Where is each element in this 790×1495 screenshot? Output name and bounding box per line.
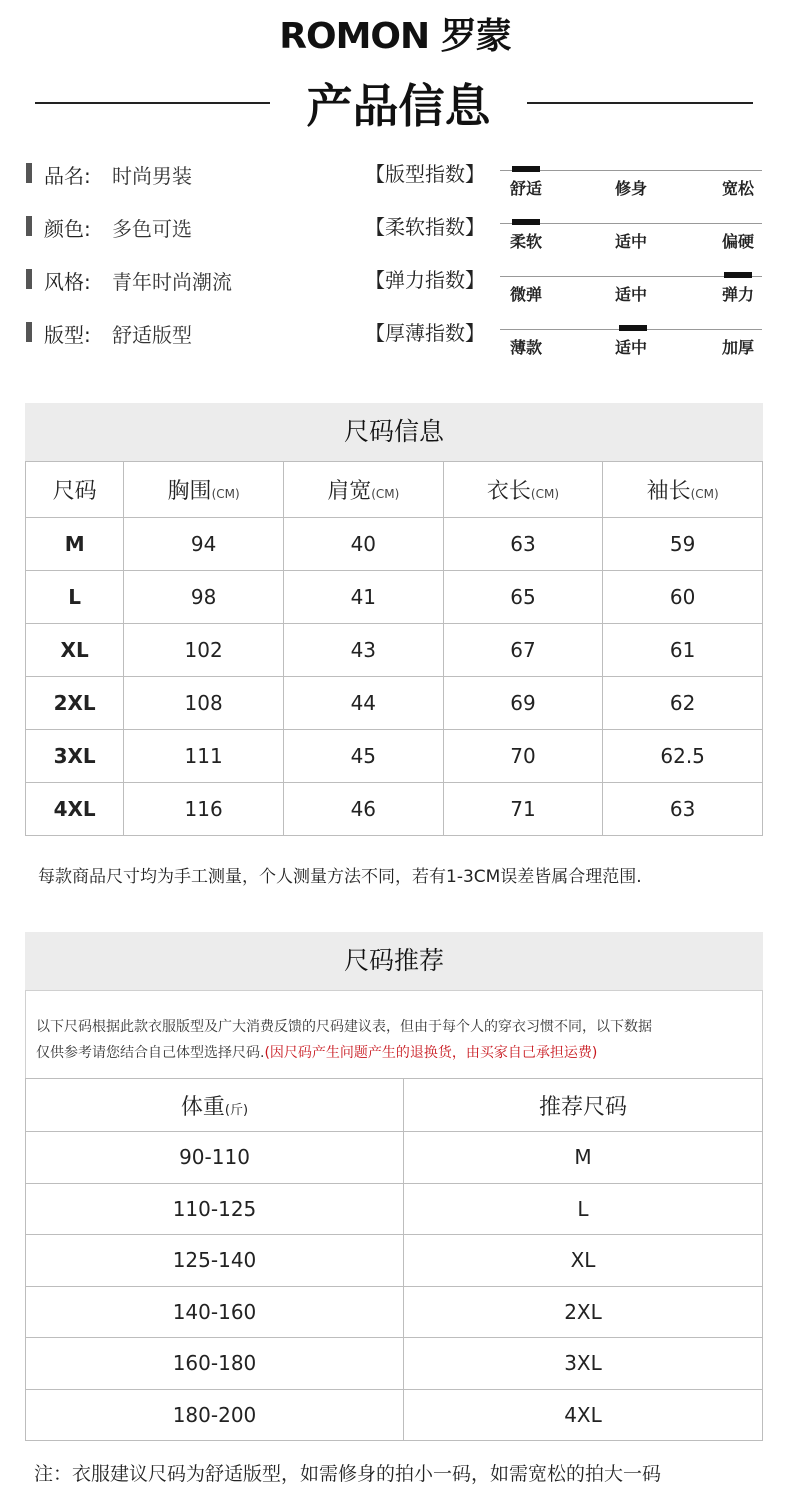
size-recommend-heading: 尺码推荐 — [25, 932, 763, 990]
table-cell: 62 — [603, 677, 763, 730]
info-key: 版型: — [44, 323, 91, 347]
table-cell: M — [26, 518, 124, 571]
scale-label: 修身 — [615, 179, 648, 198]
scale-marker — [512, 166, 540, 172]
table-cell: 116 — [124, 783, 284, 836]
info-key: 品名: — [44, 164, 91, 188]
bullet-bar — [26, 216, 32, 236]
table-cell: 71 — [443, 783, 603, 836]
info-value: 时尚男装 — [112, 164, 192, 188]
recommend-table — [25, 1078, 763, 1441]
index-label: 【厚薄指数】 — [365, 321, 485, 345]
scale-label: 适中 — [615, 232, 648, 251]
table-cell: 94 — [124, 518, 284, 571]
table-cell: 67 — [443, 624, 603, 677]
index-scale — [500, 170, 762, 200]
table-cell: 111 — [124, 730, 284, 783]
title-divider-left — [35, 102, 270, 104]
table-cell: 102 — [124, 624, 284, 677]
index-scale — [500, 276, 762, 306]
table-cell: 98 — [124, 571, 284, 624]
bullet-bar — [26, 269, 32, 289]
scale-marker — [619, 325, 647, 331]
recommend-description — [25, 990, 763, 1079]
table-cell: 41 — [283, 571, 443, 624]
table-cell: 4XL — [404, 1389, 763, 1441]
table-cell: L — [404, 1183, 763, 1235]
table-row — [26, 783, 763, 836]
scale-label: 适中 — [615, 338, 648, 357]
info-value: 舒适版型 — [112, 323, 192, 347]
table-cell: 2XL — [26, 677, 124, 730]
bullet-bar — [26, 163, 32, 183]
table-cell: 62.5 — [603, 730, 763, 783]
title-divider-right — [527, 102, 753, 104]
scale-label: 宽松 — [722, 179, 755, 198]
table-cell: 160-180 — [26, 1338, 404, 1390]
info-value: 多色可选 — [112, 217, 192, 241]
table-cell: 4XL — [26, 783, 124, 836]
table-cell: 43 — [283, 624, 443, 677]
index-label: 【版型指数】 — [365, 162, 485, 186]
table-cell: 59 — [603, 518, 763, 571]
page-title: 产品信息 — [306, 79, 491, 133]
scale-label: 舒适 — [510, 179, 543, 198]
scale-label: 柔软 — [510, 232, 543, 251]
info-key: 颜色: — [44, 217, 91, 241]
table-cell: 40 — [283, 518, 443, 571]
table-row — [26, 1132, 763, 1184]
table-row — [26, 1338, 763, 1390]
column-header: 尺码 — [26, 462, 124, 518]
table-row — [26, 571, 763, 624]
table-cell: XL — [404, 1235, 763, 1287]
index-label: 【柔软指数】 — [365, 215, 485, 239]
table-cell: XL — [26, 624, 124, 677]
scale-label: 弹力 — [722, 285, 755, 304]
table-cell: 180-200 — [26, 1389, 404, 1441]
description-text: 仅供参考请您结合自己体型选择尺码. — [36, 1045, 265, 1061]
table-header-row — [26, 462, 763, 518]
table-cell: 3XL — [26, 730, 124, 783]
table-cell: 65 — [443, 571, 603, 624]
table-cell: 108 — [124, 677, 284, 730]
return-warning: (因尺码产生问题产生的退换货，由买家自己承担运费) — [264, 1045, 598, 1061]
table-cell: 125-140 — [26, 1235, 404, 1287]
table-cell: 61 — [603, 624, 763, 677]
index-scale — [500, 329, 762, 359]
table-cell: 60 — [603, 571, 763, 624]
table-cell: L — [26, 571, 124, 624]
info-row — [0, 309, 790, 359]
table-cell: 3XL — [404, 1338, 763, 1390]
column-header: 肩宽(CM) — [283, 462, 443, 518]
description-line — [36, 1042, 597, 1062]
scale-label: 适中 — [615, 285, 648, 304]
table-row — [26, 730, 763, 783]
table-row — [26, 518, 763, 571]
measurement-note: 每款商品尺寸均为手工测量，个人测量方法不同，若有1-3CM误差皆属合理范围. — [38, 867, 642, 887]
table-cell: 45 — [283, 730, 443, 783]
table-row — [26, 1389, 763, 1441]
scale-label: 薄款 — [510, 338, 543, 357]
scale-label: 加厚 — [722, 338, 755, 357]
table-cell: 2XL — [404, 1286, 763, 1338]
bullet-bar — [26, 322, 32, 342]
title-row — [0, 68, 790, 138]
table-row — [26, 677, 763, 730]
table-cell: 63 — [443, 518, 603, 571]
scale-marker — [724, 272, 752, 278]
table-row — [26, 1183, 763, 1235]
size-info-heading: 尺码信息 — [25, 403, 763, 461]
column-header: 胸围(CM) — [124, 462, 284, 518]
table-row — [26, 1235, 763, 1287]
scale-marker — [512, 219, 540, 225]
table-header-row — [26, 1079, 763, 1132]
info-row — [0, 256, 790, 306]
description-line: 以下尺码根据此款衣服版型及广大消费反馈的尺码建议表，但由于每个人的穿衣习惯不同，以下数据 — [36, 1019, 652, 1035]
product-info — [0, 150, 790, 360]
scale-line — [500, 276, 762, 277]
scale-label: 微弹 — [510, 285, 543, 304]
table-row — [26, 1286, 763, 1338]
table-cell: 90-110 — [26, 1132, 404, 1184]
column-header: 衣长(CM) — [443, 462, 603, 518]
table-cell: M — [404, 1132, 763, 1184]
table-cell: 140-160 — [26, 1286, 404, 1338]
column-header: 袖长(CM) — [603, 462, 763, 518]
table-cell: 70 — [443, 730, 603, 783]
column-header: 推荐尺码 — [404, 1079, 763, 1132]
table-cell: 46 — [283, 783, 443, 836]
table-cell: 63 — [603, 783, 763, 836]
table-cell: 44 — [283, 677, 443, 730]
info-row — [0, 150, 790, 200]
column-header: 体重(斤) — [26, 1079, 404, 1132]
size-table — [25, 461, 763, 836]
index-label: 【弹力指数】 — [365, 268, 485, 292]
fit-note: 注：衣服建议尺码为舒适版型，如需修身的拍小一码，如需宽松的拍大一码 — [34, 1463, 662, 1485]
info-row — [0, 203, 790, 253]
table-cell: 69 — [443, 677, 603, 730]
table-row — [26, 624, 763, 677]
scale-label: 偏硬 — [722, 232, 755, 251]
info-key: 风格: — [44, 270, 91, 294]
index-scale — [500, 223, 762, 253]
brand-logo: ROMON 罗蒙 — [279, 16, 511, 57]
info-value: 青年时尚潮流 — [112, 270, 232, 294]
table-cell: 110-125 — [26, 1183, 404, 1235]
